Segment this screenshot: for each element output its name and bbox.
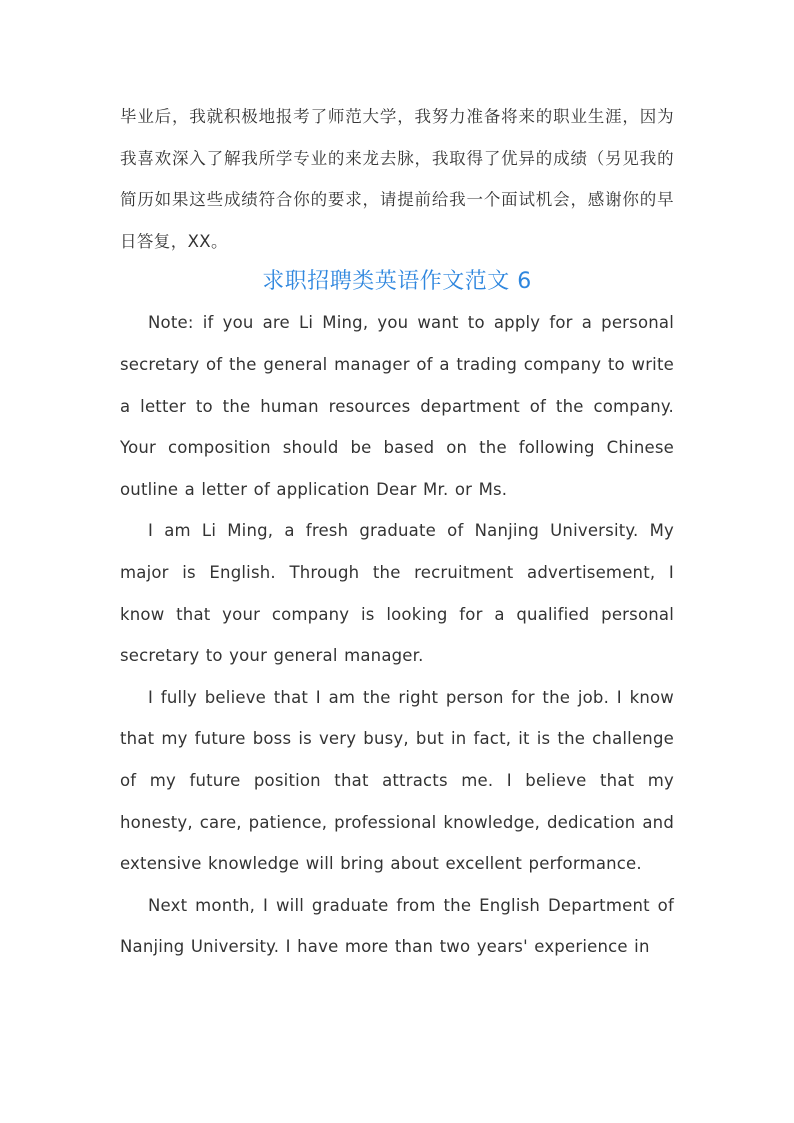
body-paragraph-1: Note: if you are Li Ming, you want to apply for a personal secretary of the general manager of a trading company to write a letter to the human resources department of the company. Your composition should be based on the following Chinese outline a letter of application Dear Mr. or Ms. [120, 313, 674, 499]
body-paragraph-2: I am Li Ming, a fresh graduate of Nanjing University. My major is English. Through the recruitment advertisement, I know that your company is looking for a qualified personal secretary to your general manager. [120, 521, 674, 666]
intro-paragraph: 毕业后，我就积极地报考了师范大学，我努力准备将来的职业生涯，因为我喜欢深入了解我所学专业的来龙去脉，我取得了优异的成绩（另见我的简历如果这些成绩符合你的要求，请提前给我一个面试机会，感谢你的早日答复，XX。 [120, 107, 674, 251]
body-paragraph-3: I fully believe that I am the right person for the job. I know that my future boss is very busy, but in fact, it is the challenge of my future position that attracts me. I believe that my honesty, care, patience, professional knowledge, dedication and extensive knowledge will bring about excellent performance. [120, 687, 674, 874]
document-page [120, 96, 674, 968]
section-title: 求职招聘类英语作文范文 6 [262, 269, 532, 295]
body-paragraph-4: Next month, I will graduate from the English Department of Nanjing University. I have more than two years' experience in [120, 895, 674, 957]
